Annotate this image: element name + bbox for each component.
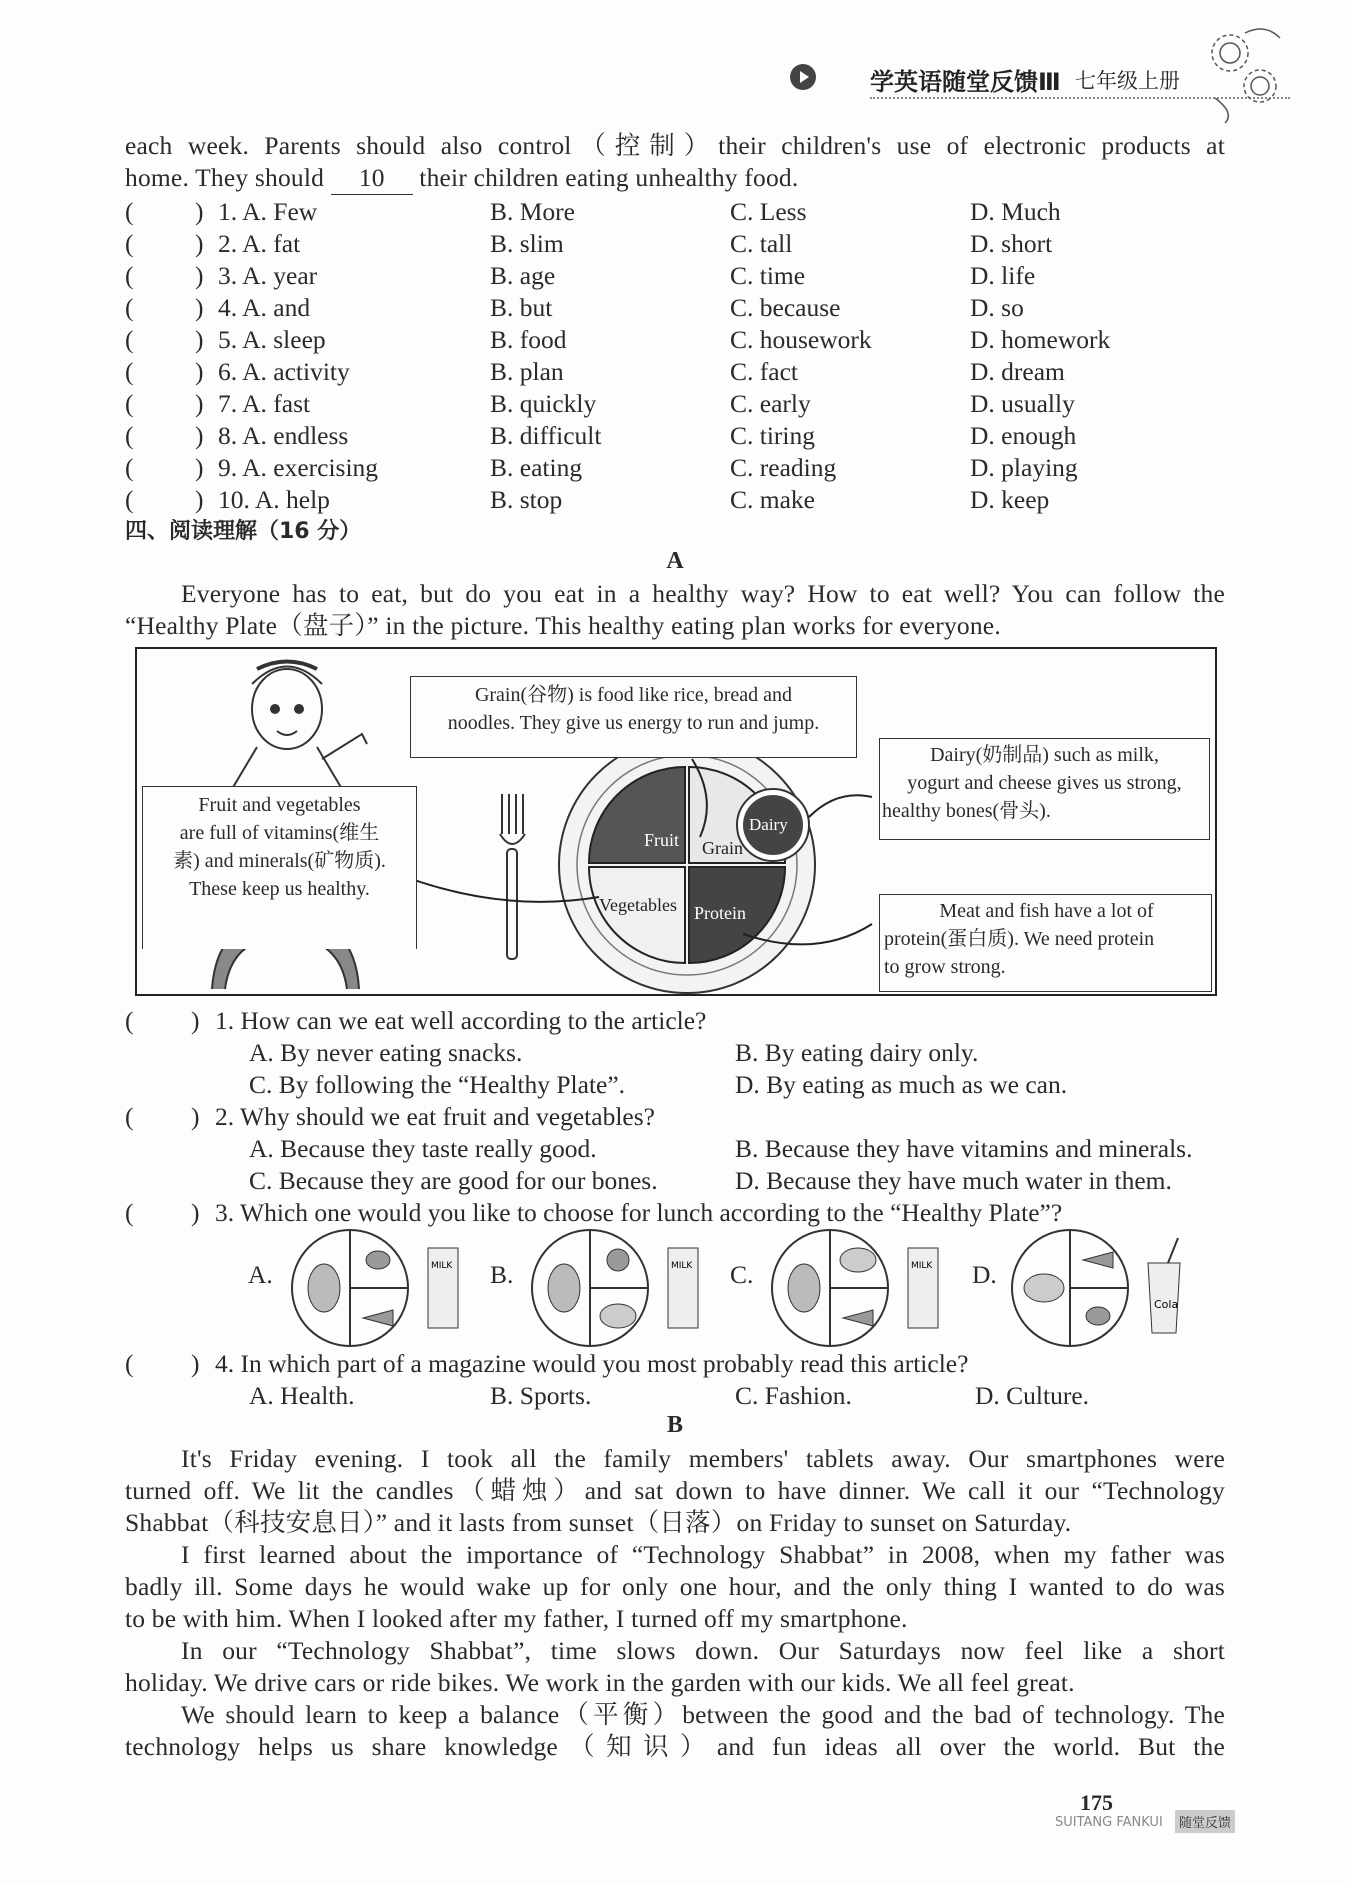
play-icon [790, 64, 816, 90]
answer-paren-close: ) [191, 1006, 200, 1035]
option-d: D. keep [970, 485, 1050, 514]
option-d: D. playing [970, 453, 1078, 482]
answer-paren-close: ) [195, 197, 204, 226]
question-a2 [125, 1101, 1225, 1133]
option-b: B. More [490, 197, 575, 226]
cloze-row [125, 228, 1225, 260]
question-text: 2. Why should we eat fruit and vegetables? [215, 1102, 655, 1131]
grain-info-line: Grain(谷物) is food like rice, bread and [474, 684, 793, 706]
question-a1-options-cd [125, 1069, 1225, 1101]
option-a: A. Health. [249, 1381, 355, 1410]
dairy-info-line: yogurt and cheese gives us strong, [907, 772, 1182, 794]
dairy-connector [809, 795, 872, 817]
dairy-info-box [879, 738, 1210, 840]
passage-a-line-2: “Healthy Plate（盘子）” in the picture. This healthy eating plan works for everyone. [125, 611, 1001, 640]
option-a: 4. A. and [218, 293, 311, 322]
grain-info-line: noodles. They give us energy to run and jump. [447, 712, 820, 734]
passage-b-line: technology helps us share knowledge（知识）and fun ideas all over the world. But the [125, 1732, 1225, 1761]
girl-illustration-icon [232, 662, 367, 790]
meal-label-c: C. [730, 1260, 754, 1289]
answer-paren-open: ( [125, 197, 134, 226]
book-title: 学英语随堂反馈Ⅲ [870, 68, 1061, 96]
section-title: 四、阅读理解（16 分） [125, 519, 362, 544]
milk-label: MILK [671, 1261, 693, 1271]
meal-label-d: D. [972, 1260, 997, 1289]
option-d: D. dream [970, 357, 1065, 386]
option-b: B. slim [490, 229, 564, 258]
option-d: D. homework [970, 325, 1111, 354]
blank-10: 10 [331, 162, 413, 195]
answer-paren-open: ( [125, 229, 134, 258]
fruit-info-line: 素) and minerals(矿物质). [173, 850, 386, 872]
meal-c-plate-icon [768, 1228, 968, 1348]
option-d: D. usually [970, 389, 1075, 418]
option-a: 10. A. help [218, 485, 330, 514]
option-b: B. plan [490, 357, 564, 386]
cloze-row [125, 356, 1225, 388]
passage-b-line: In our “Technology Shabbat”, time slows down. Our Saturdays now feel like a short [181, 1636, 1225, 1665]
cloze-row [125, 388, 1225, 420]
cola-label: Cola [1154, 1298, 1179, 1311]
dairy-info-line: Dairy(奶制品) such as milk, [930, 744, 1159, 766]
option-b: B. eating [490, 453, 583, 482]
plate-label-vegetables: Vegetables [599, 895, 677, 915]
question-a1-options-ab [125, 1037, 1225, 1069]
passage-b-line: turned off. We lit the candles（蜡烛）and sat down to have dinner. We call it our “Technology [125, 1476, 1225, 1505]
dairy-info-line: healthy bones(骨头). [882, 800, 1051, 822]
fruit-info-line: Fruit and vegetables [198, 794, 361, 816]
passage-b-line: We should learn to keep a balance（平衡）between the good and the bad of technology. The [181, 1700, 1225, 1729]
answer-paren-close: ) [195, 421, 204, 450]
answer-paren-close: ) [195, 293, 204, 322]
question-a3 [125, 1197, 1225, 1229]
passage-b-line: to be with him. When I looked after my father, I turned off my smartphone. [125, 1604, 908, 1633]
option-d: D. Much [970, 197, 1061, 226]
option-c: C. reading [730, 453, 837, 482]
option-b: B. age [490, 261, 556, 290]
answer-paren-close: ) [191, 1198, 200, 1227]
meat-info-line: to grow strong. [884, 956, 1006, 978]
option-c: C. early [730, 389, 811, 418]
option-a: 2. A. fat [218, 229, 301, 258]
cloze-row [125, 324, 1225, 356]
option-c: C. tall [730, 229, 793, 258]
meal-a-plate-icon [288, 1228, 488, 1348]
page-number: 175 [1080, 1790, 1113, 1815]
option-c: C. time [730, 261, 806, 290]
question-text: 1. How can we eat well according to the article? [215, 1006, 707, 1035]
answer-paren-close: ) [195, 357, 204, 386]
option-a: 8. A. endless [218, 421, 349, 450]
option-c: C. make [730, 485, 815, 514]
option-d: D. Because they have much water in them. [735, 1166, 1172, 1195]
question-a4 [125, 1348, 1225, 1380]
answer-paren-open: ( [125, 293, 134, 322]
option-b: B. food [490, 325, 567, 354]
answer-paren-close: ) [195, 325, 204, 354]
option-a: A. By never eating snacks. [249, 1038, 523, 1067]
answer-paren-open: ( [125, 1006, 134, 1035]
passage-b-line: badly ill. Some days he would wake up for only one hour, and the only thing I wanted to do was [125, 1572, 1225, 1601]
answer-paren-close: ) [195, 485, 204, 514]
meal-d-plate-icon [1008, 1228, 1208, 1348]
answer-paren-open: ( [125, 1198, 134, 1227]
answer-paren-close: ) [195, 261, 204, 290]
option-d: D. Culture. [975, 1381, 1090, 1410]
option-a: 1. A. Few [218, 197, 318, 226]
option-b: B. difficult [490, 421, 602, 450]
question-a2-options-ab [125, 1133, 1225, 1165]
cloze-row [125, 420, 1225, 452]
answer-paren-open: ( [125, 1102, 134, 1131]
option-c: C. Fashion. [735, 1381, 852, 1410]
answer-paren-close: ) [195, 389, 204, 418]
option-d: D. short [970, 229, 1053, 258]
option-b: B. quickly [490, 389, 597, 418]
option-a: 9. A. exercising [218, 453, 379, 482]
plate-label-grain: Grain [702, 838, 743, 858]
fruit-info-box [142, 786, 417, 949]
passage-a-heading: A [666, 548, 684, 574]
answer-paren-open: ( [125, 325, 134, 354]
option-a: 6. A. activity [218, 357, 350, 386]
answer-paren-open: ( [125, 357, 134, 386]
option-d: D. life [970, 261, 1036, 290]
cloze-row [125, 260, 1225, 292]
book-subtitle: 七年级上册 [1075, 69, 1180, 93]
answer-paren-open: ( [125, 389, 134, 418]
answer-paren-close: ) [191, 1349, 200, 1378]
healthy-plate-figure [135, 647, 1217, 996]
meal-b-plate-icon [528, 1228, 728, 1348]
option-d: D. so [970, 293, 1024, 322]
option-c: C. By following the “Healthy Plate”. [249, 1070, 626, 1099]
cloze-row [125, 196, 1225, 228]
passage-b-line: Shabbat（科技安息日）” and it lasts from sunset（日落）on Friday to sunset on Saturday. [125, 1508, 1072, 1537]
intro-line-1: each week. Parents should also control（控制）their children's use of electronic products at [125, 131, 1225, 160]
cloze-row [125, 452, 1225, 484]
meal-label-a: A. [248, 1260, 273, 1289]
question-a4-options [125, 1380, 1225, 1412]
option-b: B. By eating dairy only. [735, 1038, 979, 1067]
fork-icon [500, 794, 525, 959]
answer-paren-open: ( [125, 421, 134, 450]
cloze-row [125, 292, 1225, 324]
passage-a-line-1: Everyone has to eat, but do you eat in a healthy way? How to eat well? You can follow the [181, 579, 1225, 608]
grain-info-box [410, 676, 857, 758]
meat-info-box [879, 894, 1212, 992]
passage-b-heading: B [666, 1412, 683, 1438]
meal-label-b: B. [490, 1260, 514, 1289]
question-a2-options-cd [125, 1165, 1225, 1197]
plate-label-fruit: Fruit [644, 830, 680, 850]
milk-label: MILK [911, 1261, 933, 1271]
passage-b-line: holiday. We drive cars or ride bikes. We work in the garden with our kids. We all feel great. [125, 1668, 1075, 1697]
intro-line-2-post: their children eating unhealthy food. [419, 163, 799, 192]
plate-label-dairy: Dairy [749, 815, 788, 834]
passage-b-line: I first learned about the importance of “Technology Shabbat” in 2008, when my father was [181, 1540, 1225, 1569]
question-text: 4. In which part of a magazine would you most probably read this article? [215, 1349, 969, 1378]
footer-brand: SUITANG FANKUI [1055, 1815, 1163, 1830]
fruit-info-line: These keep us healthy. [189, 878, 370, 900]
fruit-info-line: are full of vitamins(维生 [179, 822, 380, 844]
option-c: C. housework [730, 325, 872, 354]
milk-label: MILK [431, 1261, 453, 1271]
option-c: C. because [730, 293, 841, 322]
option-c: C. Less [730, 197, 807, 226]
meat-info-line: Meat and fish have a lot of [939, 900, 1154, 922]
flower-decoration-icon [1195, 18, 1295, 128]
answer-paren-open: ( [125, 453, 134, 482]
option-b: B. stop [490, 485, 563, 514]
option-c: C. tiring [730, 421, 816, 450]
answer-paren-close: ) [191, 1102, 200, 1131]
passage-b-line: It's Friday evening. I took all the family members' tablets away. Our smartphones were [181, 1444, 1225, 1473]
meat-info-line: protein(蛋白质). We need protein [884, 928, 1155, 950]
answer-paren-open: ( [125, 261, 134, 290]
question-a1 [125, 1005, 1225, 1037]
intro-line-2-pre: home. They should [125, 163, 325, 192]
answer-paren-open: ( [125, 1349, 134, 1378]
option-c: C. fact [730, 357, 798, 386]
footer-tag: 随堂反馈 [1175, 1810, 1235, 1833]
intro-line-2 [125, 162, 1225, 195]
cloze-row [125, 484, 1225, 516]
option-a: A. Because they taste really good. [249, 1134, 597, 1163]
answer-paren-close: ) [195, 453, 204, 482]
option-d: D. By eating as much as we can. [735, 1070, 1068, 1099]
option-a: 5. A. sleep [218, 325, 326, 354]
option-b: B. Sports. [490, 1381, 592, 1410]
question-text: 3. Which one would you like to choose for lunch according to the “Healthy Plate”? [215, 1198, 1063, 1227]
option-b: B. Because they have vitamins and minerals. [735, 1134, 1193, 1163]
answer-paren-close: ) [195, 229, 204, 258]
option-a: 3. A. year [218, 261, 318, 290]
option-d: D. enough [970, 421, 1077, 450]
option-c: C. Because they are good for our bones. [249, 1166, 658, 1195]
plate-rim-icon [559, 737, 815, 993]
option-a: 7. A. fast [218, 389, 311, 418]
answer-paren-open: ( [125, 485, 134, 514]
plate-label-protein: Protein [694, 903, 746, 923]
option-b: B. but [490, 293, 553, 322]
